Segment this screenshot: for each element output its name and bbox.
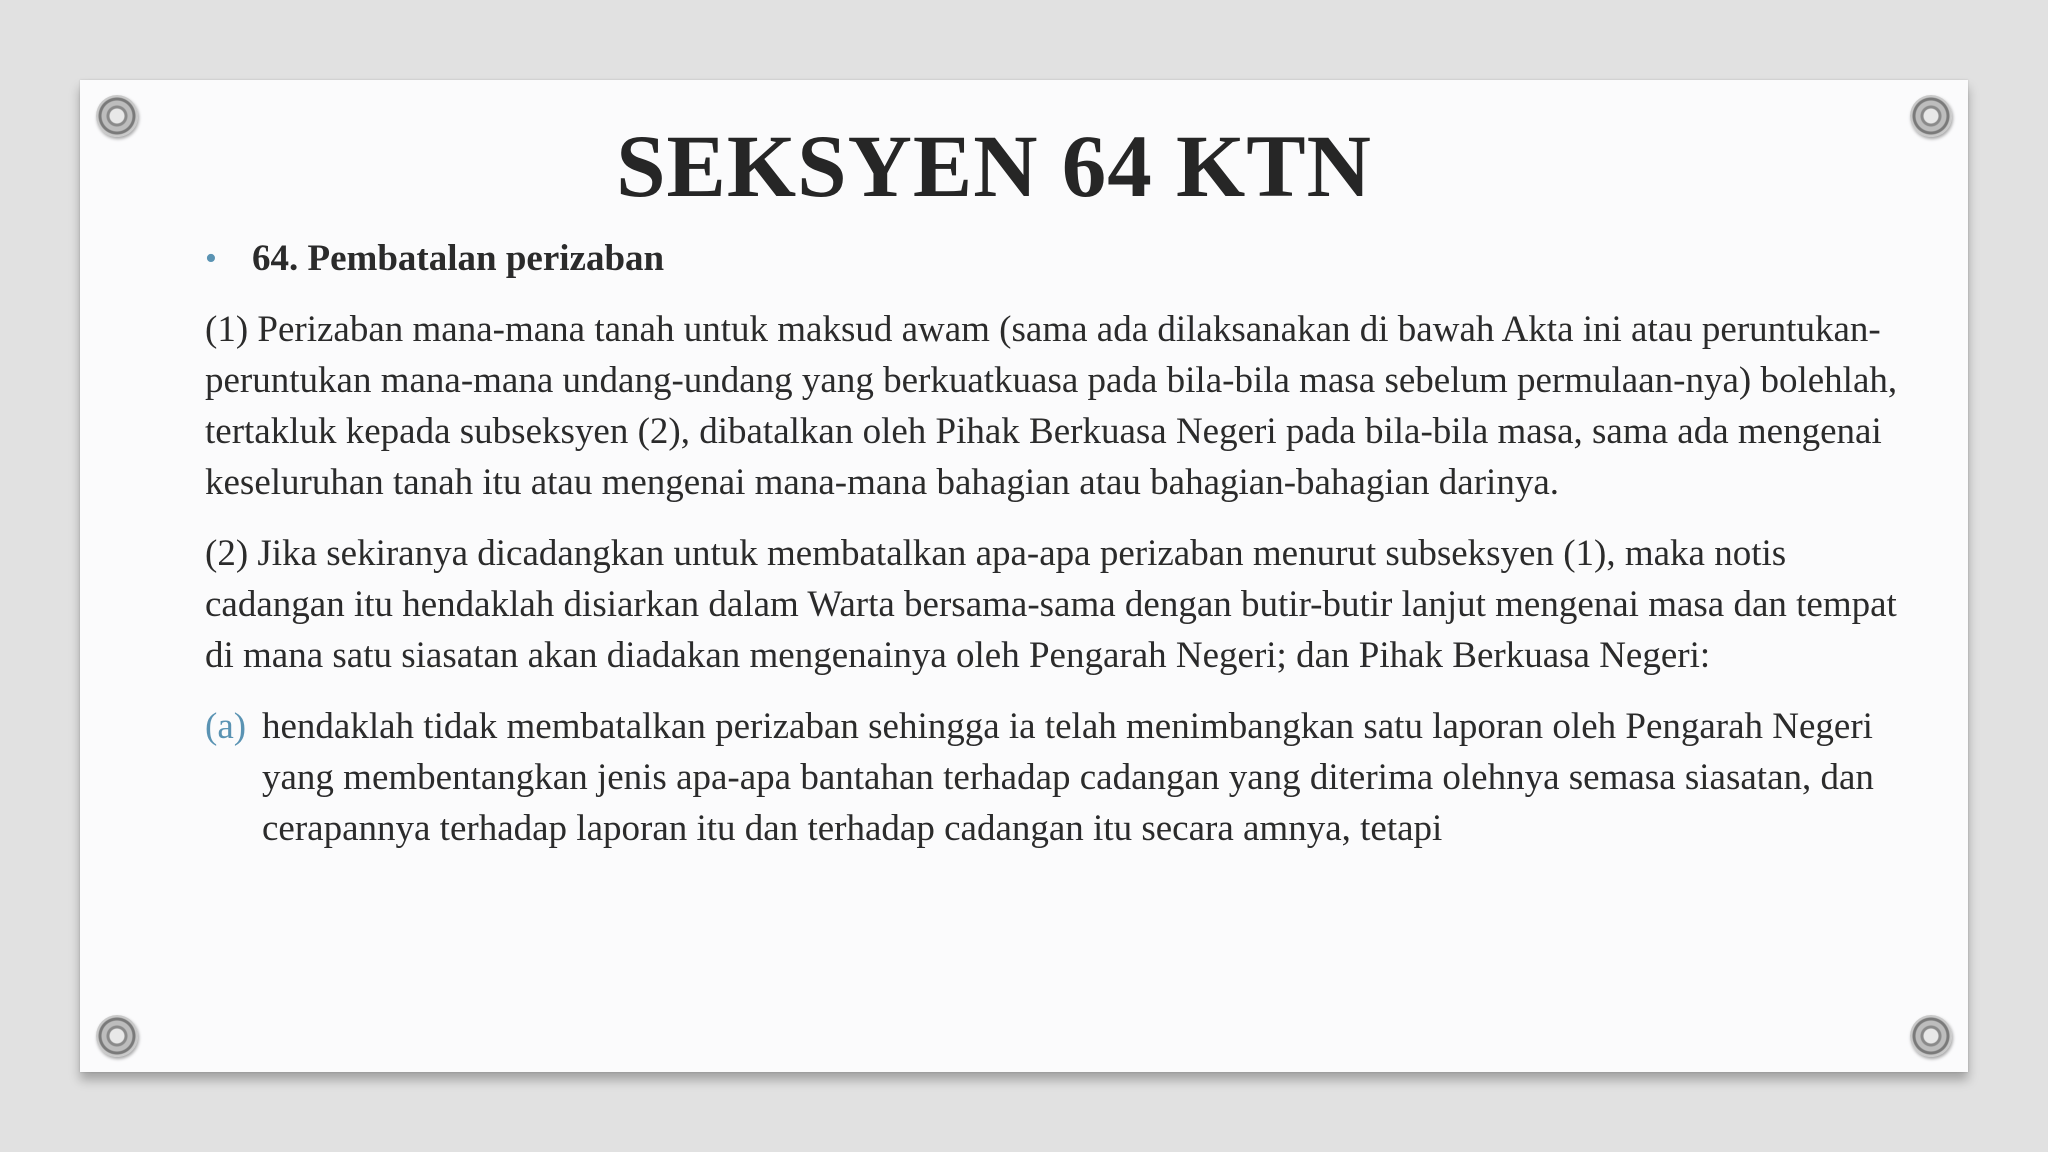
bullet-dot-icon: •: [205, 240, 217, 277]
slide-content: [205, 233, 1905, 854]
sub-item-text: hendaklah tidak membatalkan perizaban sehingga ia telah menimbangkan satu laporan oleh Pengarah Negeri yang membentangkan jenis apa-apa bantahan terhadap cadangan yang diterima olehnya semasa siasatan, dan cerapannya terhadap laporan itu dan terhadap cadangan itu secara amnya, tetapi: [262, 706, 1874, 849]
paragraph-1: (1) Perizaban mana-mana tanah untuk maksud awam (sama ada dilaksanakan di bawah Akta ini atau peruntukan-peruntukan mana-mana undang-undang yang berkuatkuasa pada bila-bila masa sebelum permulaan-nya) bolehlah, tertakluk kepada subseksyen (2), dibatalkan oleh Pihak Berkuasa Negeri pada bila-bila masa, sama ada mengenai keseluruhan tanah itu atau mengenai mana-mana bahagian atau bahagian-bahagian darinya.: [205, 309, 1898, 503]
sub-item-a: [205, 701, 1905, 854]
slide-title-text: SEKSYEN 64 KTN: [616, 118, 1372, 216]
slide-title: [80, 116, 1968, 218]
grommet-icon: [1910, 1015, 1952, 1057]
bullet-heading-text: 64. Pembatalan perizaban: [252, 238, 665, 279]
grommet-icon: [96, 1015, 138, 1057]
slide-board: [80, 80, 1968, 1072]
paragraph-2: (2) Jika sekiranya dicadangkan untuk membatalkan apa-apa perizaban menurut subseksyen (1), maka notis cadangan itu hendaklah disiarkan dalam Warta bersama-sama dengan butir-butir lanjut mengenai masa dan tempat di mana satu siasatan akan diadakan mengenainya oleh Pengarah Negeri; dan Pihak Berkuasa Negeri:: [205, 533, 1897, 676]
bullet-heading: [205, 233, 1905, 284]
sub-item-marker: (a): [205, 706, 247, 747]
